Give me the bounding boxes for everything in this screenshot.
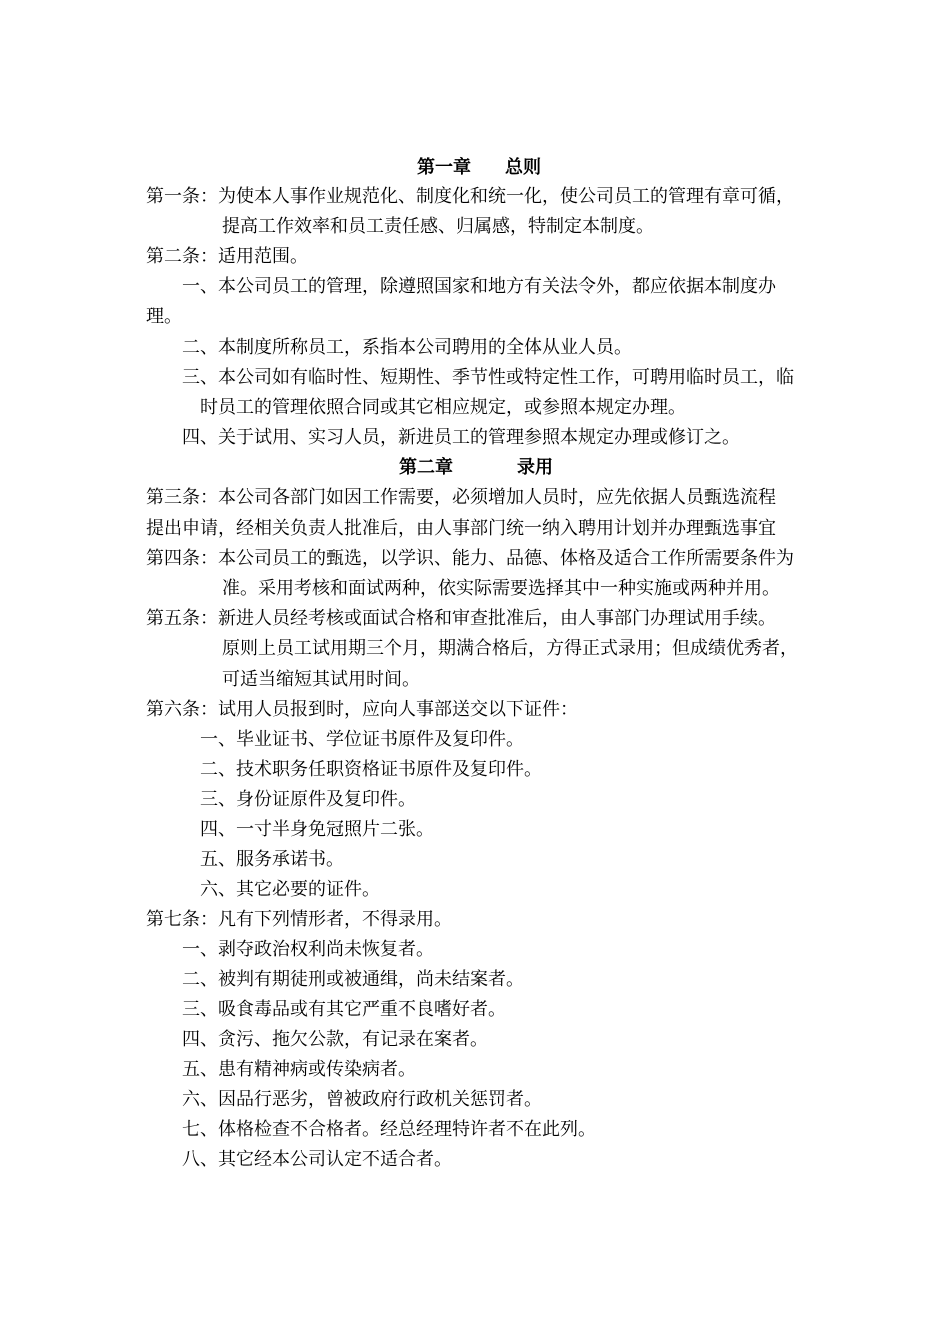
article-5-line-2: 原则上员工试用期三个月，期满合格后，方得正式录用；但成绩优秀者， — [222, 638, 798, 659]
chapter2-title: 第二章 — [399, 457, 453, 478]
article-7-item-1: 一、剥夺政治权利尚未恢复者。 — [182, 939, 434, 960]
article-6-item-6: 六、其它必要的证件。 — [200, 879, 380, 900]
article-4-line-2: 准。采用考核和面试两种，依实际需要选择其中一种实施或两种并用。 — [222, 578, 780, 599]
article-6-item-1: 一、毕业证书、学位证书原件及复印件。 — [200, 729, 524, 750]
article-6-item-4: 四、一寸半身免冠照片二张。 — [200, 819, 434, 840]
article-7-item-6: 六、因品行恶劣，曾被政府行政机关惩罚者。 — [182, 1089, 542, 1110]
article-7-line: 第七条：凡有下列情形者，不得录用。 — [146, 909, 452, 930]
article-2-item-3-line-1: 三、本公司如有临时性、短期性、季节性或特定性工作，可聘用临时员工，临 — [182, 367, 794, 388]
chapter1-subtitle: 总则 — [505, 157, 541, 178]
article-6-item-5: 五、服务承诺书。 — [200, 849, 344, 870]
article-3-line-2: 提出申请，经相关负责人批准后，由人事部门统一纳入聘用计划并办理甄选事宜 — [146, 518, 776, 539]
article-2-line: 第二条：适用范围。 — [146, 246, 308, 267]
article-7-item-3: 三、吸食毒品或有其它严重不良嗜好者。 — [182, 999, 506, 1020]
article-6-item-3: 三、身份证原件及复印件。 — [200, 789, 416, 810]
article-7-item-7: 七、体格检查不合格者。经总经理特许者不在此列。 — [182, 1119, 596, 1140]
article-5-line-1: 第五条：新进人员经考核或面试合格和审查批准后，由人事部门办理试用手续。 — [146, 608, 776, 629]
article-2-item-2: 二、本制度所称员工，系指本公司聘用的全体从业人员。 — [182, 337, 632, 358]
article-6-line: 第六条：试用人员报到时，应向人事部送交以下证件： — [146, 699, 578, 720]
article-2-item-4: 四、关于试用、实习人员，新进员工的管理参照本规定办理或修订之。 — [182, 427, 740, 448]
chapter1-heading — [417, 156, 541, 180]
article-5-line-3: 可适当缩短其试用时间。 — [222, 669, 420, 690]
chapter1-title: 第一章 — [417, 157, 471, 178]
article-7-item-8: 八、其它经本公司认定不适合者。 — [182, 1149, 452, 1170]
article-7-item-4: 四、贪污、拖欠公款，有记录在案者。 — [182, 1029, 488, 1050]
article-2-item-1-line-1: 一、本公司员工的管理，除遵照国家和地方有关法令外，都应依据本制度办 — [182, 276, 776, 297]
article-2-item-3-line-2: 时员工的管理依照合同或其它相应规定，或参照本规定办理。 — [200, 397, 686, 418]
article-7-item-5: 五、患有精神病或传染病者。 — [182, 1059, 416, 1080]
article-2-item-1-line-2: 理。 — [146, 306, 182, 327]
chapter2-subtitle: 录用 — [517, 457, 553, 478]
article-1-line-1: 第一条：为使本人事作业规范化、制度化和统一化，使公司员工的管理有章可循， — [146, 186, 794, 207]
article-3-line-1: 第三条：本公司各部门如因工作需要，必须增加人员时，应先依据人员甄选流程 — [146, 487, 776, 508]
article-4-line-1: 第四条：本公司员工的甄选，以学识、能力、品德、体格及适合工作所需要条件为 — [146, 548, 794, 569]
article-6-item-2: 二、技术职务任职资格证书原件及复印件。 — [200, 759, 542, 780]
article-1-line-2: 提高工作效率和员工责任感、归属感，特制定本制度。 — [222, 216, 654, 237]
chapter2-heading — [399, 456, 553, 480]
article-7-item-2: 二、被判有期徒刑或被通缉，尚未结案者。 — [182, 969, 524, 990]
